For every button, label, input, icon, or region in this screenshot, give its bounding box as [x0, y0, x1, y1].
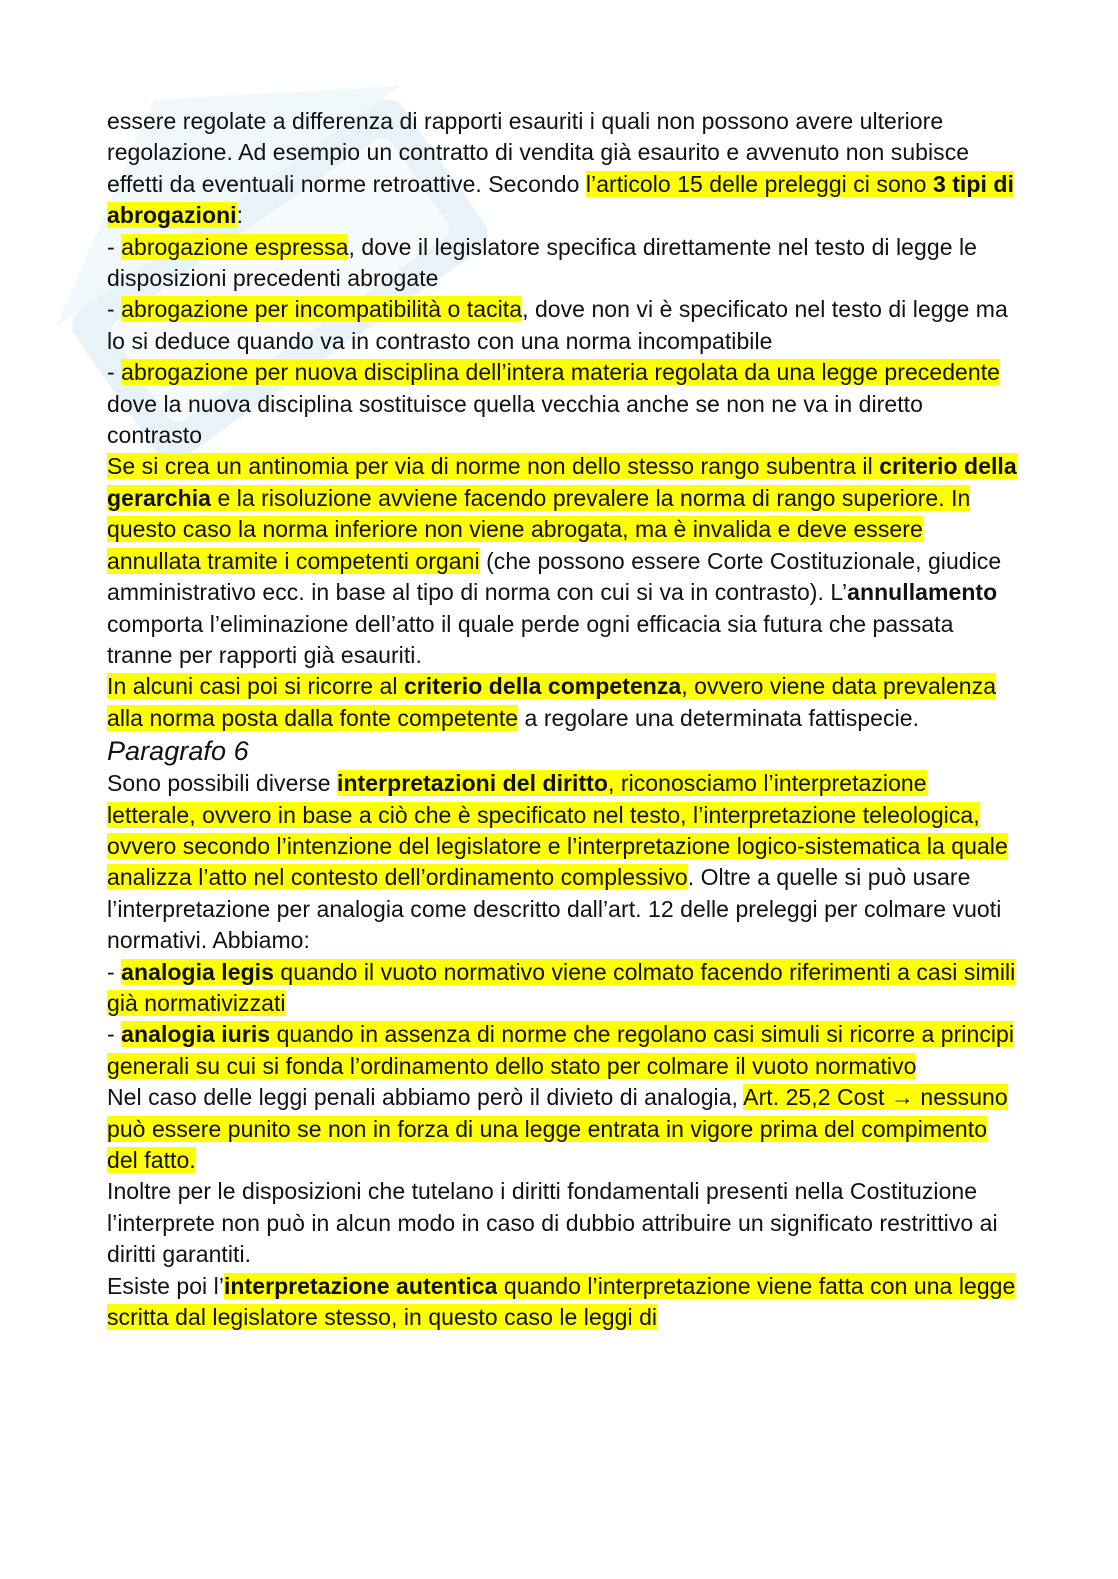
text-run: dove la nuova disciplina sostituisce quella vecchia anche se non ne va in diretto contrasto	[107, 390, 923, 449]
paragraph	[107, 106, 1017, 232]
highlighted-text: abrogazione per nuova disciplina dell’intera materia regolata da una legge precedente	[121, 359, 1001, 386]
text-run: Nel caso delle leggi penali abbiamo però il divieto di analogia,	[107, 1084, 744, 1111]
text-run: Esiste poi l’	[107, 1272, 224, 1299]
highlighted-text: abrogazione per incompatibilità o tacita	[121, 296, 523, 323]
highlighted-bold-text: criterio della gerarchia	[107, 453, 1017, 511]
highlighted-bold-text: interpretazione autentica	[223, 1272, 498, 1299]
text-run: -	[107, 296, 122, 323]
text-run: Inoltre per le disposizioni che tutelano i diritti fondamentali presenti nella Costituzione l’interprete non può in alcun modo in caso di dubbio attribuire un significato restrittivo ai diritti garantiti.	[107, 1178, 998, 1268]
text-run: Sono possibili diverse	[107, 770, 337, 797]
text-run: -	[107, 359, 122, 386]
text-run: , dove non vi è specificato nel testo di legge ma lo si deduce quando va in contrasto con una norma incompatibile	[107, 296, 1008, 354]
highlighted-text: e la risoluzione avviene facendo prevalere la norma di rango superiore. In questo caso la norma inferiore non viene abrogata, ma è invalida e deve essere annullata tramite i competenti organi	[107, 484, 971, 574]
highlighted-text: Se si crea un antinomia per via di norme non dello stesso rango subentra il	[107, 453, 880, 480]
highlighted-text: , riconosciamo l’interpretazione letterale, ovvero in base a ciò che è specificato nel testo, l’interpretazione teleologica, ovvero secondo l’intenzione del legislatore e l’interpretazione logico-sistematica la quale analizza l’atto nel contesto dell’ordinamento complessivo	[107, 770, 1008, 891]
text-run: comporta l’eliminazione dell’atto il quale perde ogni efficacia sia futura che passata tranne per rapporti già esauriti.	[107, 610, 954, 668]
text-run: Paragrafo 6	[107, 736, 249, 767]
section-heading	[107, 734, 1017, 768]
text-run: (che possono essere Corte Costituzionale, giudice amministrativo ecc. in base al tipo di norma con cui si va in contrasto). L’	[107, 547, 1002, 606]
paragraph	[107, 957, 1017, 1020]
text-run: :	[236, 202, 244, 229]
highlighted-text: Art. 25,2 Cost → nessuno può essere punito se non in forza di una legge entrata in vigore prima del compimento del fatto.	[107, 1084, 1008, 1173]
highlighted-bold-text: 3 tipi di abrogazioni	[107, 170, 1014, 229]
paragraph	[107, 671, 1017, 734]
text-run: . Oltre a quelle si può usare l’interpretazione per analogia come descritto dall’art. 12 delle preleggi per colmare vuoti normativi. Abbiamo:	[107, 864, 1002, 954]
highlighted-bold-text: analogia legis	[121, 958, 274, 985]
paragraph	[107, 768, 1017, 956]
paragraph	[107, 232, 1017, 295]
highlighted-text: quando l’interpretazione viene fatta con una legge scritta dal legislatore stesso, in questo caso le leggi di	[107, 1272, 1016, 1331]
highlighted-bold-text: interpretazioni del diritto	[337, 770, 608, 797]
highlighted-text: , ovvero viene data prevalenza alla norma posta dalla fonte competente	[107, 673, 997, 731]
highlighted-text: quando il vuoto normativo viene colmato facendo riferimenti a casi simili già normativizzati	[107, 958, 1016, 1016]
bold-text: annullamento	[847, 579, 998, 606]
paragraph	[107, 451, 1017, 671]
highlighted-text: l’articolo 15 delle preleggi ci sono	[585, 170, 933, 197]
paragraph	[107, 1019, 1017, 1082]
text-run: -	[107, 1021, 122, 1048]
paragraph	[107, 1082, 1017, 1176]
paragraph	[107, 357, 1017, 451]
paragraph	[107, 294, 1017, 357]
text-run: , dove il legislatore specifica direttamente nel testo di legge le disposizioni precedenti abrogate	[107, 233, 977, 292]
highlighted-text: In alcuni casi poi si ricorre al	[107, 673, 404, 700]
highlighted-text: abrogazione espressa	[121, 233, 349, 260]
highlighted-text: quando in assenza di norme che regolano casi simuli si ricorre a principi generali su cui si fonda l’ordinamento dello stato per colmare il vuoto normativo	[107, 1021, 1015, 1079]
text-run: essere regolate a differenza di rapporti esauriti i quali non possono avere ulteriore regolazione. Ad esempio un contratto di vendita già esaurito e avvenuto non subisce effetti da eventuali norme retroattive. Secondo	[107, 108, 970, 197]
paragraph	[107, 1176, 1017, 1270]
paragraph	[107, 1271, 1017, 1334]
text-run: -	[107, 233, 122, 260]
document-page	[107, 106, 1017, 1333]
highlighted-bold-text: analogia iuris	[121, 1021, 271, 1048]
text-run: -	[107, 958, 122, 985]
text-run: a regolare una determinata fattispecie.	[518, 704, 920, 731]
highlighted-bold-text: criterio della competenza	[403, 673, 682, 700]
